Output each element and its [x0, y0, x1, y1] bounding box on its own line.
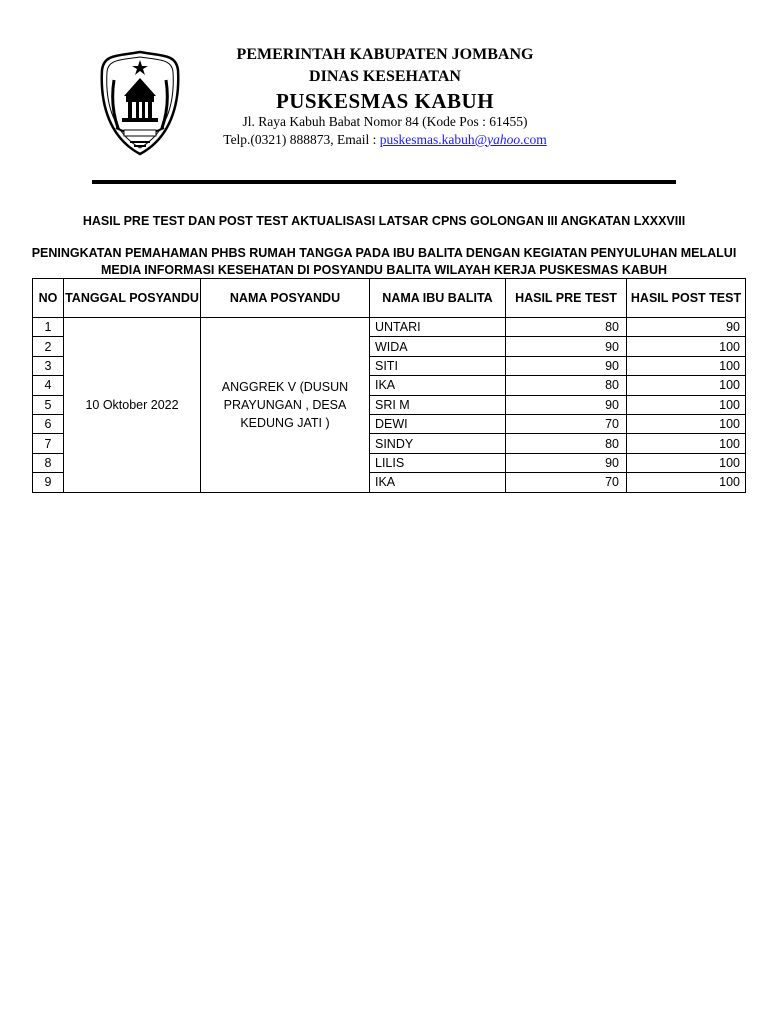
- subtitle-line-1: PENINGKATAN PEMAHAMAN PHBS RUMAH TANGGA PADA IBU BALITA DENGAN KEGIATAN PENYULUHAN MELALUI: [31, 246, 737, 260]
- cell-no: 7: [33, 434, 64, 453]
- cell-pre: 80: [506, 434, 627, 453]
- cell-pre: 80: [506, 376, 627, 395]
- cell-no: 9: [33, 473, 64, 492]
- results-table: [32, 278, 746, 493]
- cell-post: 100: [627, 473, 746, 492]
- cell-post: 100: [627, 395, 746, 414]
- cell-name: UNTARI: [370, 318, 506, 337]
- cell-no: 5: [33, 395, 64, 414]
- subtitle-line-2: MEDIA INFORMASI KESEHATAN DI POSYANDU BALITA WILAYAH KERJA PUSKESMAS KABUH: [100, 262, 667, 277]
- cell-post: 100: [627, 356, 746, 375]
- document-title: HASIL PRE TEST DAN POST TEST AKTUALISASI LATSAR CPNS GOLONGAN III ANGKATAN LXXXVIII: [82, 214, 686, 228]
- email-link[interactable]: [380, 132, 547, 147]
- cell-name: SITI: [370, 356, 506, 375]
- header-contact: [180, 132, 590, 148]
- cell-pre: 90: [506, 337, 627, 356]
- cell-post: 90: [627, 318, 746, 337]
- header-puskesmas-name: PUSKESMAS KABUH: [275, 89, 495, 113]
- cell-name: WIDA: [370, 337, 506, 356]
- header-pre: HASIL PRE TEST: [506, 279, 627, 318]
- cell-no: 1: [33, 318, 64, 337]
- email-user: puskesmas.kabuh@: [379, 132, 488, 147]
- jombang-coat-of-arms-logo: [100, 50, 180, 156]
- email-tld: .com: [520, 132, 547, 147]
- cell-post: 100: [627, 453, 746, 472]
- header-government-name: PEMERINTAH KABUPATEN JOMBANG: [236, 46, 534, 63]
- table-row: [33, 318, 746, 337]
- header-address: Jl. Raya Kabuh Babat Nomor 84 (Kode Pos : 61455): [242, 114, 528, 129]
- cell-name: SINDY: [370, 434, 506, 453]
- cell-name: IKA: [370, 473, 506, 492]
- header-posyandu: NAMA POSYANDU: [201, 279, 370, 318]
- cell-no: 3: [33, 356, 64, 375]
- header-no: NO: [33, 279, 64, 318]
- cell-no: 8: [33, 453, 64, 472]
- cell-post: 100: [627, 414, 746, 433]
- cell-no: 6: [33, 414, 64, 433]
- email-domain: yahoo: [487, 132, 521, 147]
- cell-name: SRI M: [370, 395, 506, 414]
- cell-pre: 90: [506, 453, 627, 472]
- header-tanggal: TANGGAL POSYANDU: [64, 279, 201, 318]
- cell-name: DEWI: [370, 414, 506, 433]
- cell-no: 4: [33, 376, 64, 395]
- cell-post: 100: [627, 337, 746, 356]
- header-phone: Telp.(0321) 888873, Email :: [223, 132, 380, 147]
- cell-pre: 70: [506, 414, 627, 433]
- cell-posyandu: ANGGREK V (DUSUN PRAYUNGAN , DESA KEDUNG JATI ): [201, 318, 370, 493]
- cell-name: LILIS: [370, 453, 506, 472]
- header-divider: [92, 180, 676, 184]
- cell-no: 2: [33, 337, 64, 356]
- cell-pre: 80: [506, 318, 627, 337]
- cell-name: IKA: [370, 376, 506, 395]
- header-post: HASIL POST TEST: [627, 279, 746, 318]
- cell-post: 100: [627, 434, 746, 453]
- document-subtitle: [30, 245, 738, 278]
- cell-pre: 90: [506, 356, 627, 375]
- header-ibu: NAMA IBU BALITA: [370, 279, 506, 318]
- cell-pre: 90: [506, 395, 627, 414]
- cell-post: 100: [627, 376, 746, 395]
- cell-pre: 70: [506, 473, 627, 492]
- cell-tanggal: 10 Oktober 2022: [64, 318, 201, 493]
- table-header-row: [33, 279, 746, 318]
- header-department-name: DINAS KESEHATAN: [309, 68, 461, 85]
